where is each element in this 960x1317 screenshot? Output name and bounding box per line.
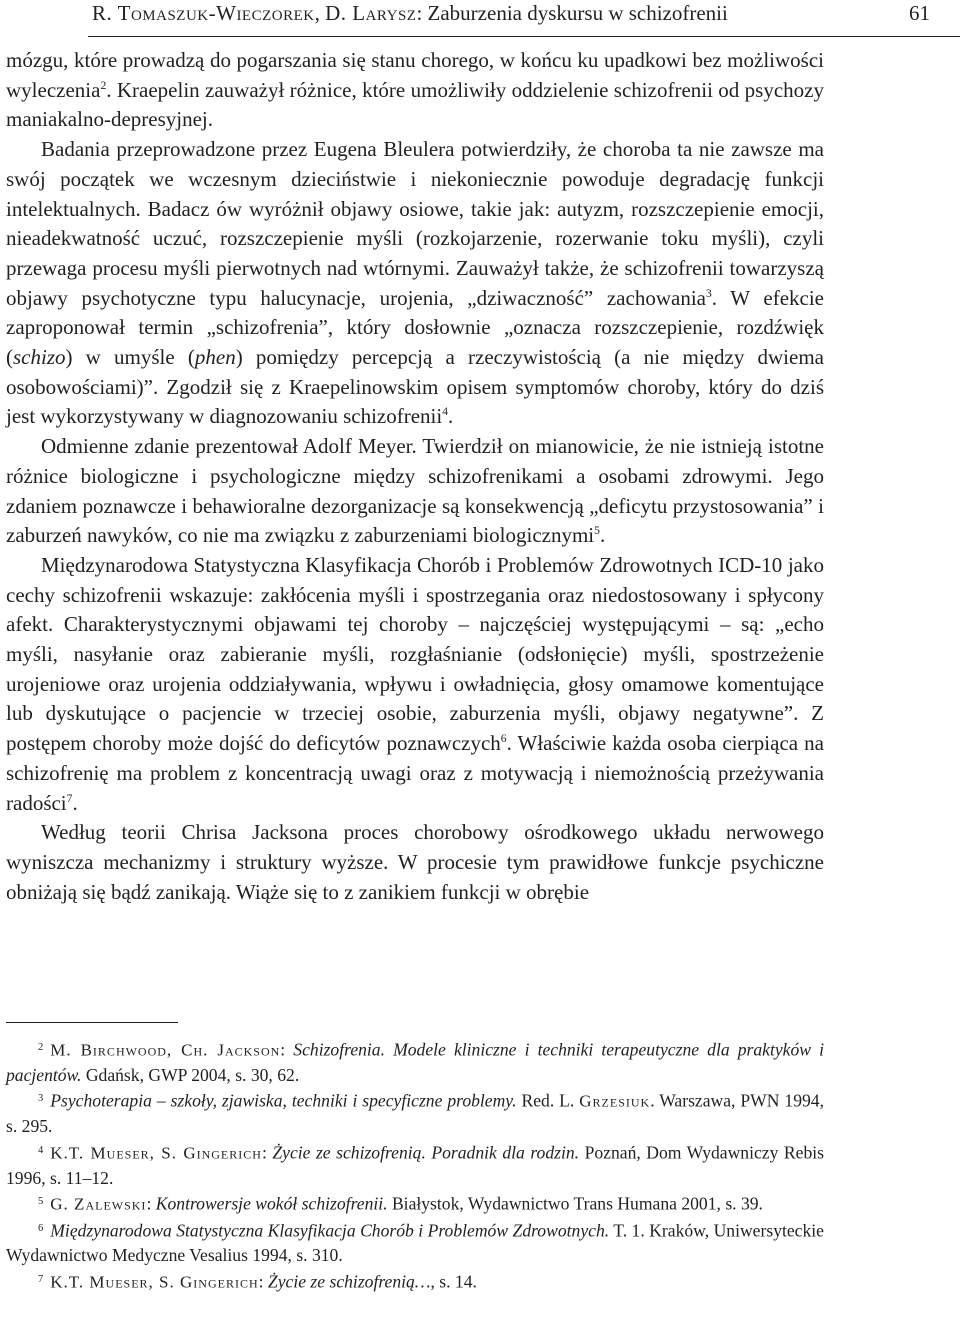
running-header bbox=[92, 0, 930, 26]
footnote-publication: Gdańsk, GWP 2004, s. 30, 62. bbox=[81, 1064, 300, 1085]
footnote-publication: , s. 14. bbox=[430, 1270, 477, 1291]
footnotes bbox=[6, 1036, 824, 1295]
paragraph-text: . bbox=[72, 790, 78, 815]
header-author-a: R. Tomaszuk-Wieczorek bbox=[92, 1, 315, 25]
footnote-number: 7 bbox=[38, 1273, 44, 1285]
footnote-title: Międzynarodowa Statystyczna Klasyfikacja Chorób i Problemów Zdrowotnych. bbox=[50, 1220, 610, 1241]
running-title bbox=[92, 0, 728, 26]
footnote-5 bbox=[6, 1190, 824, 1217]
footnote-author: M. Birchwood, Ch. Jackson bbox=[50, 1040, 281, 1060]
footnote-colon: : bbox=[258, 1270, 268, 1291]
footnote-ref: 5 bbox=[594, 525, 600, 538]
footnote-number: 5 bbox=[38, 1196, 44, 1208]
paragraph-text: Odmienne zdanie prezentował Adolf Meyer. Twierdził on mianowicie, że nie istnieją istotne różnice biologiczne i psychologiczne między schizofrenikami a osobami zdrowymi. Jego zdaniem poznawcze i behawioralne dezorganizacje są konsekwencją „deficytu przystosowania” i zaburzeń nawyków, co nie ma związku z zaburzeniami biologicznymi bbox=[6, 434, 824, 548]
paragraph-text: . Właściwie każda osoba cierpiąca na schizofrenię ma problem z koncentracją uwagi oraz z motywacją i niemożnością przeżywania radości bbox=[6, 731, 824, 815]
paragraph-text: mózgu, które prowadzą do pogarszania się stanu chorego, w końcu ku upadkowi bez możliwości wyleczenia bbox=[6, 48, 824, 102]
footnote-number: 6 bbox=[38, 1223, 44, 1235]
footnote-ref: 2 bbox=[100, 79, 107, 92]
footnote-editor-prefix: Red. L. bbox=[516, 1090, 580, 1111]
footnote-3 bbox=[6, 1087, 824, 1138]
paragraph-text: . W efekcie zaproponował termin „schizofrenia”, który dosłownie „oznacza rozszczepienie, rozdźwięk ( bbox=[6, 285, 824, 370]
footnote-ref: 7 bbox=[66, 792, 73, 805]
main-text bbox=[6, 46, 824, 907]
paragraph-2 bbox=[6, 135, 824, 432]
footnote-title: Psychoterapia – szkoły, zjawiska, techniki i specyficzne problemy. bbox=[50, 1090, 517, 1111]
footnote-ref: 4 bbox=[442, 406, 449, 419]
footnote-author: K.T. Mueser, S. Gingerich bbox=[50, 1143, 262, 1163]
paragraph-text: ) w umyśle ( bbox=[65, 345, 195, 370]
header-author-b: D. Larysz bbox=[325, 1, 417, 25]
footnote-author: K.T. Mueser, S. Gingerich bbox=[50, 1271, 259, 1291]
header-article-title: : Zaburzenia dyskursu w schizofrenii bbox=[416, 1, 728, 25]
footnote-number: 4 bbox=[38, 1144, 44, 1156]
paragraph-5 bbox=[6, 818, 824, 907]
italic-term: schizo bbox=[13, 345, 66, 370]
footnote-4 bbox=[6, 1139, 824, 1190]
italic-term: phen bbox=[194, 345, 236, 370]
footnote-2 bbox=[6, 1036, 824, 1087]
footnote-number: 3 bbox=[38, 1093, 44, 1105]
paragraph-4 bbox=[6, 551, 824, 818]
footnote-colon: : bbox=[261, 1142, 273, 1163]
footnote-title: Schizofrenia. Modele kliniczne i techniki terapeutyczne dla praktyków i pacjentów. bbox=[6, 1039, 824, 1085]
header-separator: , bbox=[314, 1, 326, 25]
header-rule bbox=[88, 36, 960, 37]
footnote-7 bbox=[6, 1268, 824, 1295]
footnote-separator bbox=[6, 1022, 178, 1023]
footnote-ref: 6 bbox=[500, 733, 507, 746]
footnote-6 bbox=[6, 1217, 824, 1267]
footnote-publication: . Warszawa, PWN 1994, s. 295. bbox=[6, 1090, 824, 1137]
paragraph-text: Według teorii Chrisa Jacksona proces chorobowy ośrodkowego układu nerwowego wyniszcza mechanizmy i struktury wyższe. W procesie tym prawidłowe funkcje psychiczne obniżają się bądź zanikają. Wiąże się to z zanikiem funkcji w obrębie bbox=[6, 820, 824, 904]
footnote-title: Życie ze schizofrenią… bbox=[267, 1270, 431, 1291]
page-number: 61 bbox=[909, 1, 930, 25]
footnote-colon: : bbox=[280, 1039, 294, 1060]
paragraph-text: Międzynarodowa Statystyczna Klasyfikacja Chorób i Problemów Zdrowotnych ICD-10 jako cechy schizofrenii wskazuje: zakłócenia myśli i spostrzegania oraz niedostosowany i spłycony afekt. Charakterystycznymi objawami tej choroby – najczęściej występującymi – są: „echo myśli, nasyłanie oraz zabieranie myśli, rozgłaśnianie (odsłonięcie) myśli, spostrzeżenie urojeniowe oraz urojenia oddziaływania, wpływu i owładnięcia, głosy omamowe komentujące lub dyskutujące o pacjencie w trzeciej osobie, zaburzenia myśli, objawy negatywne”. Z postępem choroby może dojść do deficytów poznawczych bbox=[6, 552, 824, 756]
paragraph-text: Badania przeprowadzone przez Eugena Bleulera potwierdziły, że choroba ta nie zawsze ma swój początek we wczesnym dzieciństwie i niekoniecznie powoduje degradację funkcji intelektualnych. Badacz ów wyróżnił objawy osiowe, takie jak: autyzm, rozszczepienie emocji, nieadekwatność uczuć, rozszczepienie myśli (rozkojarzenie, rozerwanie toku myśli), czyli przewaga procesu myśli pierwotnych nad wtórnymi. Zauważył także, że schizofrenii towarzyszą objawy psychotyczne typu halucynacje, urojenia, „dziwaczność” zachowania bbox=[6, 137, 824, 310]
footnote-author: G. Zalewski bbox=[50, 1194, 147, 1214]
paragraph-text: . bbox=[448, 404, 454, 429]
footnote-colon: : bbox=[146, 1193, 156, 1214]
footnote-ref: 3 bbox=[705, 287, 712, 300]
footnote-number: 2 bbox=[38, 1042, 44, 1053]
paragraph-1 bbox=[6, 46, 824, 135]
paragraph-text: . bbox=[599, 523, 606, 548]
footnote-publication: Poznań, Dom Wydawniczy Rebis 1996, s. 11–12. bbox=[6, 1142, 824, 1188]
footnote-publication: T. 1. Kraków, Uniwersyteckie Wydawnictwo Medyczne Vesalius 1994, s. 310. bbox=[6, 1220, 824, 1266]
paragraph-3 bbox=[6, 432, 824, 551]
paragraph-text: . Kraepelin zauważył różnice, które umożliwiły oddzielenie schizofrenii od psychozy maniakalno-depresyjnej. bbox=[6, 77, 824, 132]
footnote-title: Życie ze schizofrenią. Poradnik dla rodzin. bbox=[272, 1142, 580, 1163]
footnote-title: Kontrowersje wokół schizofrenii. bbox=[155, 1193, 388, 1214]
paragraph-text: ) pomiędzy percepcją a rzeczywistością (a nie między dwiema osobowościami)”. Zgodził się z Kraepelinowskim opisem symptomów choroby, który do dziś jest wykorzystywany w diagnozowaniu schizofrenii bbox=[6, 345, 824, 429]
footnote-publication: Białystok, Wydawnictwo Trans Humana 2001, s. 39. bbox=[387, 1193, 763, 1214]
footnote-editor: Grzesiuk bbox=[579, 1091, 651, 1111]
